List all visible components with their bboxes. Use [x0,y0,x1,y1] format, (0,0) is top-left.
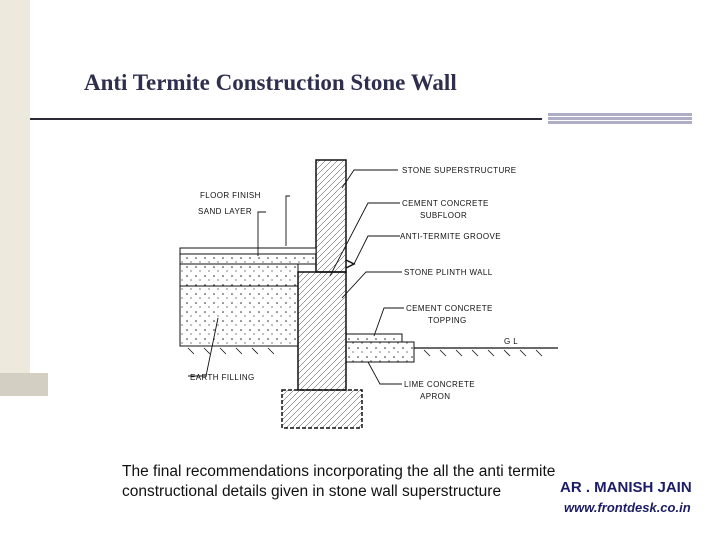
anti-termite-groove [346,260,354,268]
sand-layer [180,254,316,264]
stone-plinth-wall [298,272,346,390]
label-topping: TOPPING [428,316,467,325]
wall-footing [282,390,362,428]
label-subfloor: SUBFLOOR [420,211,468,220]
floor-finish-layer [180,248,316,254]
label-floor-finish: FLOOR FINISH [200,191,261,200]
label-cement-concrete-subfloor: CEMENT CONCRETE [402,199,489,208]
earth-filling [180,286,298,346]
label-cement-concrete-topping: CEMENT CONCRETE [406,304,493,313]
label-apron: APRON [420,392,451,401]
label-gl: G L [504,337,519,346]
stone-superstructure-wall [316,160,346,272]
cement-concrete-subfloor [180,264,298,286]
label-anti-termite-groove: ANTI-TERMITE GROOVE [400,232,501,241]
construction-diagram [158,148,570,438]
label-sand-layer: SAND LAYER [198,207,253,216]
left-decor-tab [0,373,48,396]
left-decor-band [0,0,30,396]
lime-concrete-apron [346,342,414,362]
slide-title: Anti Termite Construction Stone Wall [84,70,457,95]
label-stone-plinth-wall: STONE PLINTH WALL [404,268,493,277]
title-underline [30,118,542,120]
label-stone-superstructure: STONE SUPERSTRUCTURE [402,166,517,175]
author-name: AR . MANISH JAIN [560,479,692,496]
decorative-bars [548,113,692,125]
label-lime-concrete: LIME CONCRETE [404,380,475,389]
author-website: www.frontdesk.co.in [564,500,691,515]
slide-caption: The final recommendations incorporating the all the anti termite constructional details given in stone wall superstructure [122,463,556,500]
label-earth-filling: EARTH FILLING [190,373,255,382]
